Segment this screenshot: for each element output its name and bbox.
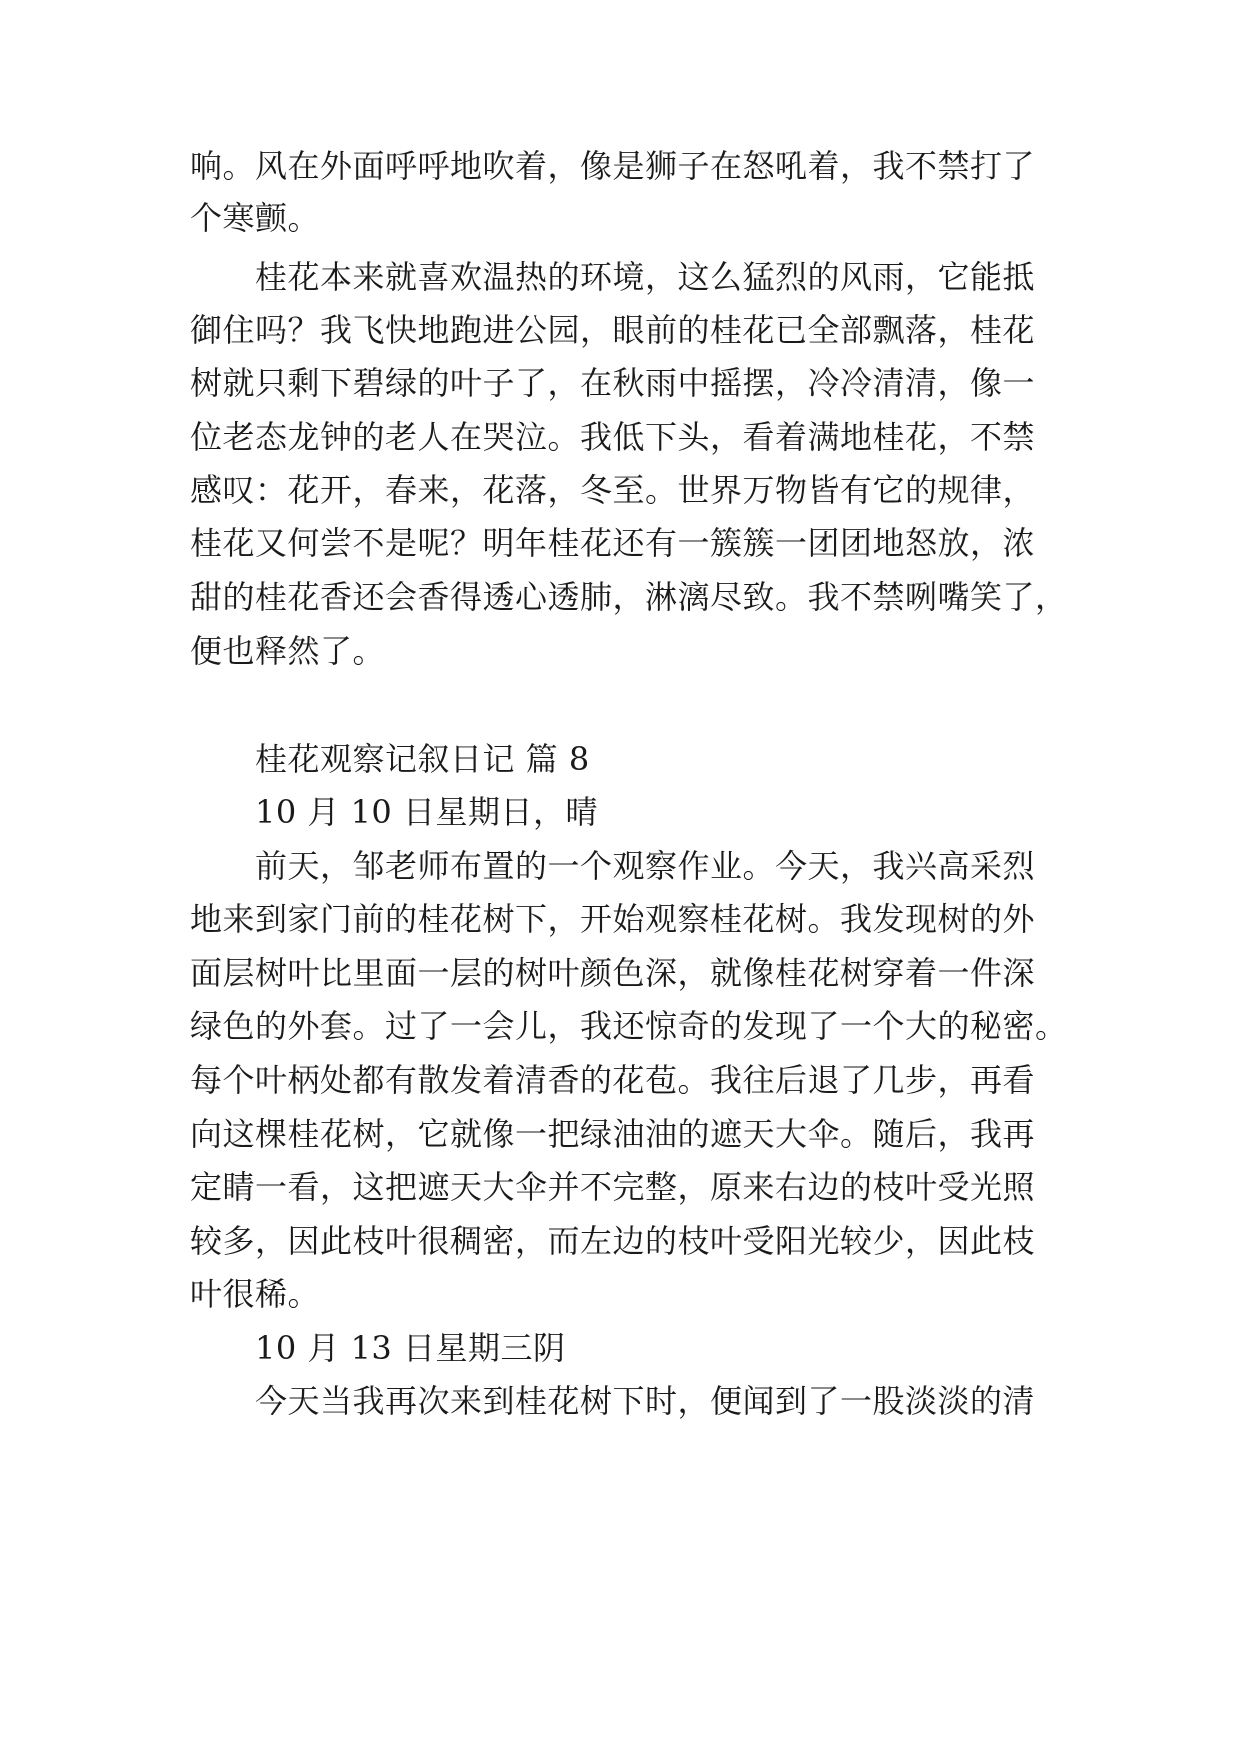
text-line: 树就只剩下碧绿的叶子了，在秋雨中摇摆，冷冷清清，像一 xyxy=(190,364,1036,402)
text-line: 御住吗？我飞快地跑进公园，眼前的桂花已全部飘落，桂花 xyxy=(190,311,1036,349)
paragraph-start-line: 前天，邹老师布置的一个观察作业。今天，我兴高采烈 xyxy=(255,847,1036,885)
text-line: 桂花又何尝不是呢？明年桂花还有一簇簇一团团地怒放，浓 xyxy=(190,524,1036,562)
text-line: 每个叶柄处都有散发着清香的花苞。我往后退了几步，再看 xyxy=(190,1061,1036,1099)
text-line: 个寒颤。 xyxy=(190,199,321,237)
text-line: 较多，因此枝叶很稠密，而左边的枝叶受阳光较少，因此枝 xyxy=(190,1222,1036,1260)
text-line: 感叹：花开，春来，花落，冬至。世界万物皆有它的规律， xyxy=(190,471,1036,509)
text-line: 甜的桂花香还会香得透心透肺，淋漓尽致。我不禁咧嘴笑了， xyxy=(190,578,1068,616)
text-line: 地来到家门前的桂花树下，开始观察桂花树。我发现树的外 xyxy=(190,900,1036,938)
diary-date: 10 月 10 日星期日，晴 xyxy=(255,793,598,831)
text-line: 向这棵桂花树，它就像一把绿油油的遮天大伞。随后，我再 xyxy=(190,1115,1036,1153)
paragraph-start-line: 今天当我再次来到桂花树下时，便闻到了一股淡淡的清 xyxy=(255,1382,1036,1420)
text-line: 面层树叶比里面一层的树叶颜色深，就像桂花树穿着一件深 xyxy=(190,954,1036,992)
text-line: 叶很稀。 xyxy=(190,1275,321,1313)
text-line: 响。风在外面呼呼地吹着，像是狮子在怒吼着，我不禁打了 xyxy=(190,147,1036,185)
paragraph-start-line: 桂花本来就喜欢温热的环境，这么猛烈的风雨，它能抵 xyxy=(255,258,1036,296)
diary-date: 10 月 13 日星期三阴 xyxy=(255,1329,566,1367)
text-line: 绿色的外套。过了一会儿，我还惊奇的发现了一个大的秘密。 xyxy=(190,1007,1068,1045)
text-line: 定睛一看，这把遮天大伞并不完整，原来右边的枝叶受光照 xyxy=(190,1168,1036,1206)
text-line: 便也释然了。 xyxy=(190,632,386,670)
text-line: 位老态龙钟的老人在哭泣。我低下头，看着满地桂花，不禁 xyxy=(190,418,1036,456)
section-heading: 桂花观察记叙日记 篇 8 xyxy=(255,740,590,778)
